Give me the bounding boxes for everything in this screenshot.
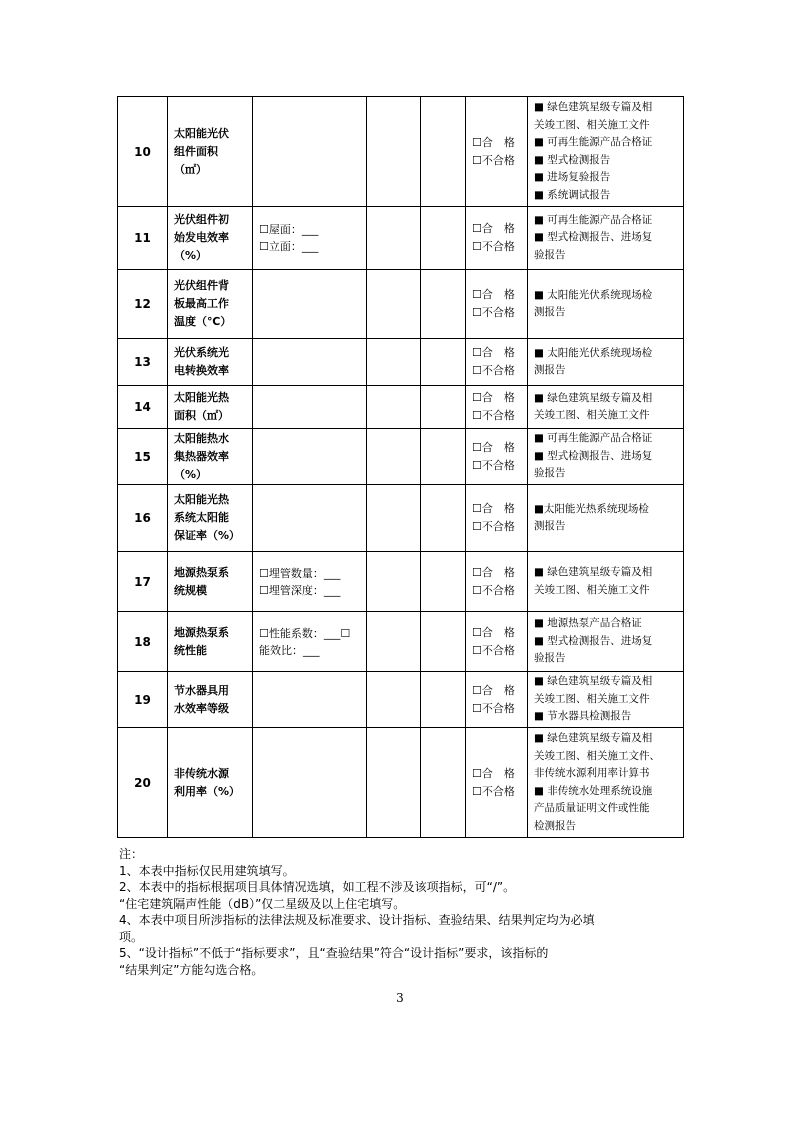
row-number: 15 [118,429,168,485]
result-checkbox: ☐合 格 [472,625,515,639]
design-value-cell[interactable] [253,485,367,552]
row-number: 10 [118,97,168,207]
empty-cell[interactable] [421,97,466,207]
empty-cell[interactable] [367,672,421,728]
evidence-item: ■ 型式检测报告、进场复 [534,231,653,244]
indicator-name-line: 电转换效率 [174,364,229,377]
empty-cell[interactable] [367,552,421,612]
design-value-line: ☐性能系数：___☐ [259,626,351,640]
evidence-list [528,207,684,270]
result-checkbox-group[interactable] [466,612,528,672]
result-checkbox: ☐合 格 [472,391,515,404]
evidence-item: 验报告 [534,467,566,480]
evidence-item: ■ 非传统水处理系统设施 [534,784,653,797]
evidence-item: ■ 绿色建筑星级专篇及相 [534,391,653,404]
evidence-item: 非传统水源利用率计算书 [534,767,650,779]
empty-cell[interactable] [367,386,421,429]
result-checkbox-group[interactable] [466,728,528,838]
result-checkbox-group[interactable] [466,207,528,270]
indicator-name-line: 面积（㎡） [174,409,229,422]
empty-cell[interactable] [421,207,466,270]
table-row [118,672,684,728]
note-line: “结果判定”方能勾选合格。 [119,962,264,977]
result-checkbox-group[interactable] [466,429,528,485]
result-checkbox-group[interactable] [466,672,528,728]
page-number: 3 [396,991,404,1005]
table-row [118,270,684,339]
evidence-item: ■ 型式检测报告、进场复 [534,449,653,462]
design-value-line: ☐埋管深度：___ [259,583,341,597]
design-value-line: ☐埋管数量：___ [259,566,341,580]
result-checkbox-group[interactable] [466,552,528,612]
indicator-name-line: 保证率（%） [174,529,241,542]
indicator-name [168,672,253,728]
indicator-name [168,485,253,552]
indicator-table [117,96,684,838]
indicator-name-line: 利用率（%） [174,784,241,798]
design-value-cell[interactable] [253,339,367,386]
evidence-item: 检测报告 [534,819,576,832]
indicator-name-line: 统性能 [174,643,207,657]
evidence-item: ■ 绿色建筑星级专篇及相 [534,101,653,113]
table-row [118,386,684,429]
evidence-item: ■ 节水器具检测报告 [534,710,632,723]
result-checkbox: ☐不合格 [472,784,515,798]
row-number: 12 [118,270,168,339]
design-value-cell[interactable] [253,429,367,485]
indicator-name-line: （%） [174,249,208,262]
indicator-name [168,612,253,672]
indicator-name [168,270,253,339]
empty-cell[interactable] [421,728,466,838]
note-line: 2、本表中的指标根据项目具体情况选填，如工程不涉及该项指标，可“/”。 [119,880,516,894]
result-checkbox-group[interactable] [466,386,528,429]
table-row [118,485,684,552]
empty-cell[interactable] [421,485,466,552]
empty-cell[interactable] [367,429,421,485]
evidence-item: ■ 进场复验报告 [534,171,611,183]
row-number: 14 [118,386,168,429]
note-line: 4、本表中项目所涉指标的法律法规及标准要求、设计指标、查验结果、结果判定均为必填 [119,913,595,927]
empty-cell[interactable] [421,270,466,339]
result-checkbox: ☐合 格 [472,346,515,359]
design-value-cell[interactable] [253,270,367,339]
indicator-name [168,207,253,270]
evidence-item: ■ 太阳能光伏系统现场检 [534,288,653,301]
design-value-line: ☐立面：___ [259,240,319,253]
result-checkbox: ☐不合格 [472,701,515,715]
empty-cell[interactable] [367,728,421,838]
result-checkbox: ☐不合格 [472,409,515,422]
row-number: 11 [118,207,168,270]
design-value-cell[interactable] [253,728,367,838]
indicator-name-line: 太阳能热水 [174,431,229,445]
notes-heading: 注： [119,847,144,861]
evidence-item: ■ 可再生能源产品合格证 [534,432,653,445]
indicator-name-line: 太阳能光热 [174,391,229,404]
indicator-name-line: （%） [174,467,208,481]
design-value-cell[interactable] [253,386,367,429]
evidence-item: 测报告 [534,520,566,532]
note-line: “住宅建筑隔声性能（dB）”仅二星级及以上住宅填写。 [119,896,406,911]
empty-cell[interactable] [367,270,421,339]
evidence-list [528,386,684,429]
evidence-list [528,552,684,612]
result-checkbox: ☐不合格 [472,583,515,597]
indicator-name-line: 太阳能光伏 [174,126,229,140]
row-number: 20 [118,728,168,838]
indicator-name-line: 地源热泵系 [174,625,229,639]
indicator-name-line: 水效率等级 [174,701,229,715]
indicator-name-line: 集热器效率 [174,449,229,463]
table-row [118,97,684,207]
table-row [118,552,684,612]
evidence-list [528,270,684,339]
note-line: 项。 [119,929,144,944]
evidence-item: ■ 型式检测报告 [534,153,611,166]
result-checkbox: ☐合 格 [472,683,515,697]
design-value-cell[interactable] [253,97,367,207]
table-row [118,207,684,270]
empty-cell[interactable] [421,672,466,728]
indicator-name-line: 组件面积 [174,144,218,158]
evidence-item: ■ 绿色建筑星级专篇及相 [534,675,653,688]
evidence-item: ■ 绿色建筑星级专篇及相 [534,732,653,744]
result-checkbox: ☐不合格 [472,306,515,319]
empty-cell[interactable] [367,207,421,270]
result-checkbox: ☐合 格 [472,766,515,780]
indicator-name [168,97,253,207]
evidence-item: ■ 地源热泵产品合格证 [534,617,642,630]
indicator-name [168,386,253,429]
empty-cell[interactable] [367,97,421,207]
empty-cell[interactable] [421,386,466,429]
indicator-name-line: 板最高工作 [174,297,229,310]
row-number: 16 [118,485,168,552]
empty-cell[interactable] [421,429,466,485]
result-checkbox-group[interactable] [466,339,528,386]
indicator-name-line: 非传统水源 [174,766,229,780]
indicator-name-line: （㎡） [174,162,207,176]
empty-cell[interactable] [367,485,421,552]
evidence-item: ■ 型式检测报告、进场复 [534,634,653,647]
design-value-cell[interactable] [253,612,367,672]
result-checkbox: ☐合 格 [472,288,515,301]
table-row [118,339,684,386]
indicator-table-body [118,97,684,838]
result-checkbox: ☐不合格 [472,643,515,657]
result-checkbox: ☐不合格 [472,153,515,167]
empty-cell[interactable] [421,339,466,386]
evidence-item: 关竣工图、相关施工文件 [534,118,650,131]
evidence-item: ■ 太阳能光伏系统现场检 [534,346,653,359]
result-checkbox-group[interactable] [466,97,528,207]
design-value-cell[interactable] [253,552,367,612]
result-checkbox: ☐合 格 [472,502,515,515]
design-value-cell[interactable] [253,672,367,728]
evidence-item: 产品质量证明文件或性能 [534,802,650,814]
row-number: 19 [118,672,168,728]
indicator-name-line: 始发电效率 [174,231,229,244]
result-checkbox: ☐合 格 [472,440,515,454]
result-checkbox: ☐不合格 [472,520,515,533]
evidence-list [528,612,684,672]
evidence-item: 测报告 [534,306,566,318]
result-checkbox: ☐合 格 [472,222,515,235]
evidence-item: 测报告 [534,364,566,376]
result-checkbox-group[interactable] [466,270,528,339]
design-value-line: ☐屋面：___ [259,223,319,236]
design-value-line: 能效比：___ [259,643,320,657]
evidence-item: ■ 可再生能源产品合格证 [534,136,653,148]
evidence-list [528,429,684,485]
indicator-name-line: 统规模 [174,583,207,597]
indicator-name-line: 光伏组件初 [174,213,229,226]
evidence-item: ■ 系统调试报告 [534,188,611,201]
evidence-item: 验报告 [534,248,566,261]
indicator-name-line: 节水器具用 [174,683,229,697]
evidence-list [528,728,684,838]
evidence-item: 关竣工图、相关施工文件、 [534,749,660,762]
indicator-name-line: 地源热泵系 [174,565,229,579]
table-row [118,728,684,838]
row-number: 13 [118,339,168,386]
indicator-name [168,728,253,838]
evidence-list [528,339,684,386]
design-value-cell[interactable] [253,207,367,270]
evidence-item: ■ 可再生能源产品合格证 [534,213,653,226]
evidence-item: 关竣工图、相关施工文件 [534,583,650,596]
empty-cell[interactable] [367,612,421,672]
indicator-name-line: 光伏组件背 [174,279,229,292]
table-row [118,429,684,485]
indicator-name [168,429,253,485]
result-checkbox: ☐合 格 [472,565,515,579]
empty-cell[interactable] [421,612,466,672]
evidence-item: ■太阳能光热系统现场检 [534,502,649,515]
notes-section [119,846,685,978]
evidence-item: 验报告 [534,652,566,665]
evidence-list [528,97,684,207]
row-number: 18 [118,612,168,672]
result-checkbox-group[interactable] [466,485,528,552]
indicator-name-line: 温度（℃） [174,315,232,328]
empty-cell[interactable] [421,552,466,612]
evidence-item: ■ 绿色建筑星级专篇及相 [534,566,653,578]
empty-cell[interactable] [367,339,421,386]
note-line: 5、“设计指标”不低于“指标要求”，且“查验结果”符合“设计指标”要求，该指标的 [119,946,549,960]
indicator-name-line: 太阳能光热 [174,493,229,506]
evidence-item: 关竣工图、相关施工文件 [534,409,650,421]
indicator-name-line: 系统太阳能 [174,511,229,524]
indicator-name [168,339,253,386]
evidence-item: 关竣工图、相关施工文件 [534,692,650,705]
evidence-list [528,485,684,552]
row-number: 17 [118,552,168,612]
result-checkbox: ☐不合格 [472,240,515,253]
evidence-list [528,672,684,728]
result-checkbox: ☐不合格 [472,458,515,472]
result-checkbox: ☐合 格 [472,135,515,149]
table-row [118,612,684,672]
indicator-name [168,552,253,612]
indicator-name-line: 光伏系统光 [174,346,229,359]
result-checkbox: ☐不合格 [472,364,515,377]
note-line: 1、本表中指标仅民用建筑填写。 [119,863,295,878]
